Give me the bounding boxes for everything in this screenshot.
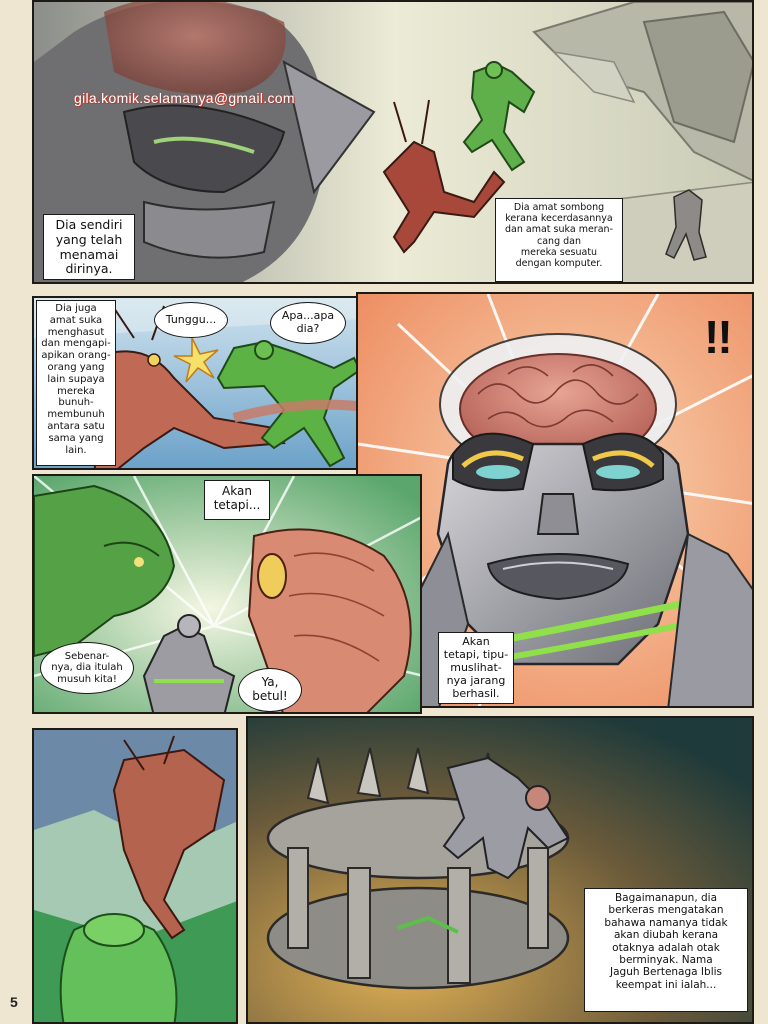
panel-3-caption: Akan tetapi, tipu- muslihat- nya jarang berhasil. xyxy=(438,632,514,704)
panel-6-caption: Bagaimanapun, dia berkeras mengatakan bahawa namanya tidak akan diubah kerana otaknya adalah otak berminyak. Nama Jaguh Bertenaga Iblis keempat ini ialah... xyxy=(584,888,748,1012)
panel-4-balloon-sebenarnya: Sebenar- nya, dia itulah musuh kita! xyxy=(40,642,134,694)
panel-4 xyxy=(32,474,422,714)
panel-1-art xyxy=(34,2,754,284)
panel-2-balloon-tunggu: Tunggu... xyxy=(154,302,228,338)
panel-3-sfx: !! xyxy=(704,311,731,363)
page-number: 5 xyxy=(10,994,18,1010)
panel-1-caption-right: Dia amat sombong kerana kecerdasannya dan amat suka meran- cang dan mereka sesuatu dengan komputer. xyxy=(495,198,623,282)
panel-2-balloon-apa: Apa...apa dia? xyxy=(270,302,346,344)
panel-6 xyxy=(246,716,754,1024)
panel-1-caption-left: Dia sendiri yang telah menamai dirinya. xyxy=(43,214,135,280)
panel-4-caption: Akan tetapi... xyxy=(204,480,270,520)
watermark-text: gila.komik.selamanya@gmail.com xyxy=(74,90,295,106)
panel-5-art xyxy=(34,730,238,1024)
panel-5 xyxy=(32,728,238,1024)
panel-2 xyxy=(32,296,378,470)
panel-1 xyxy=(32,0,754,284)
panel-2-caption: Dia juga amat suka menghasut dan mengapi- apikan orang- orang yang lain supaya mereka bunuh- membunuh antara satu sama yang lain. xyxy=(36,300,116,466)
panel-4-balloon-ya-betul: Ya, betul! xyxy=(238,668,302,712)
